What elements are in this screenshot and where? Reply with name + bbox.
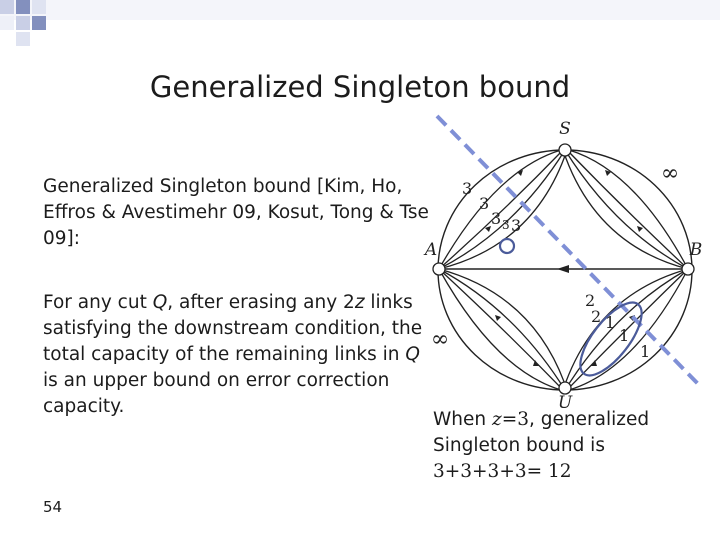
erased-links-ellipse <box>570 293 653 385</box>
lower-cut-label: 1 <box>640 342 651 361</box>
label-s: S <box>559 119 571 139</box>
statement-lead: For any cut <box>43 292 153 313</box>
upper-cut-label: 3 <box>462 179 473 198</box>
infinity-label-top: ∞ <box>660 161 680 186</box>
upper-cut-label: 3 <box>511 216 522 235</box>
node-s <box>559 144 571 156</box>
statement-mid2: links satisfying the downstream condition, the total capacity of the remaining links in <box>43 292 423 365</box>
header-decoration <box>0 0 720 46</box>
cut-q-var: Q <box>152 292 168 313</box>
slide-title: Generalized Singleton bound <box>149 70 571 104</box>
caption-line-2: Singleton bound is <box>433 435 605 456</box>
caption-z-var: z <box>492 409 502 430</box>
label-u: U <box>557 393 573 413</box>
upper-links <box>439 150 688 269</box>
bound-statement-paragraph <box>43 290 438 420</box>
lower-cut-label: 1 <box>619 326 630 345</box>
diagram-caption <box>433 407 713 485</box>
caption-prefix: When <box>433 409 493 430</box>
cut-q-var-2: Q <box>405 344 420 365</box>
node-b <box>682 263 694 275</box>
upper-cut-label: 3 <box>491 209 502 228</box>
statement-tail: is an upper bound on error correction capacity. <box>43 370 390 417</box>
caption-suffix: , generalized <box>529 409 650 430</box>
label-a: A <box>424 240 438 260</box>
statement-mid1: , after erasing any 2 <box>167 292 355 313</box>
lower-cut-label: 2 <box>585 291 596 310</box>
citation-paragraph: Generalized Singleton bound [Kim, Ho, Effros & Avestimehr 09, Kosut, Tong & Tse 09]: <box>43 176 429 249</box>
upper-cut-small-label: 3 <box>502 218 510 232</box>
node-a <box>433 263 445 275</box>
page-number: 54 <box>43 498 63 516</box>
lower-links <box>439 269 688 390</box>
upper-cut-label: 3 <box>479 194 490 213</box>
lower-cut-label: 1 <box>605 313 616 332</box>
caption-line-3: 3+3+3+3= 12 <box>433 461 572 482</box>
arrow-a-b <box>557 265 569 273</box>
infinity-label-bottom: ∞ <box>430 327 450 352</box>
erased-link-marker-small <box>500 239 514 253</box>
lower-cut-label: 2 <box>591 307 602 326</box>
network-diagram <box>405 110 720 415</box>
label-b: B <box>689 240 703 260</box>
caption-eq: =3 <box>501 409 530 430</box>
z-var: z <box>354 292 365 313</box>
